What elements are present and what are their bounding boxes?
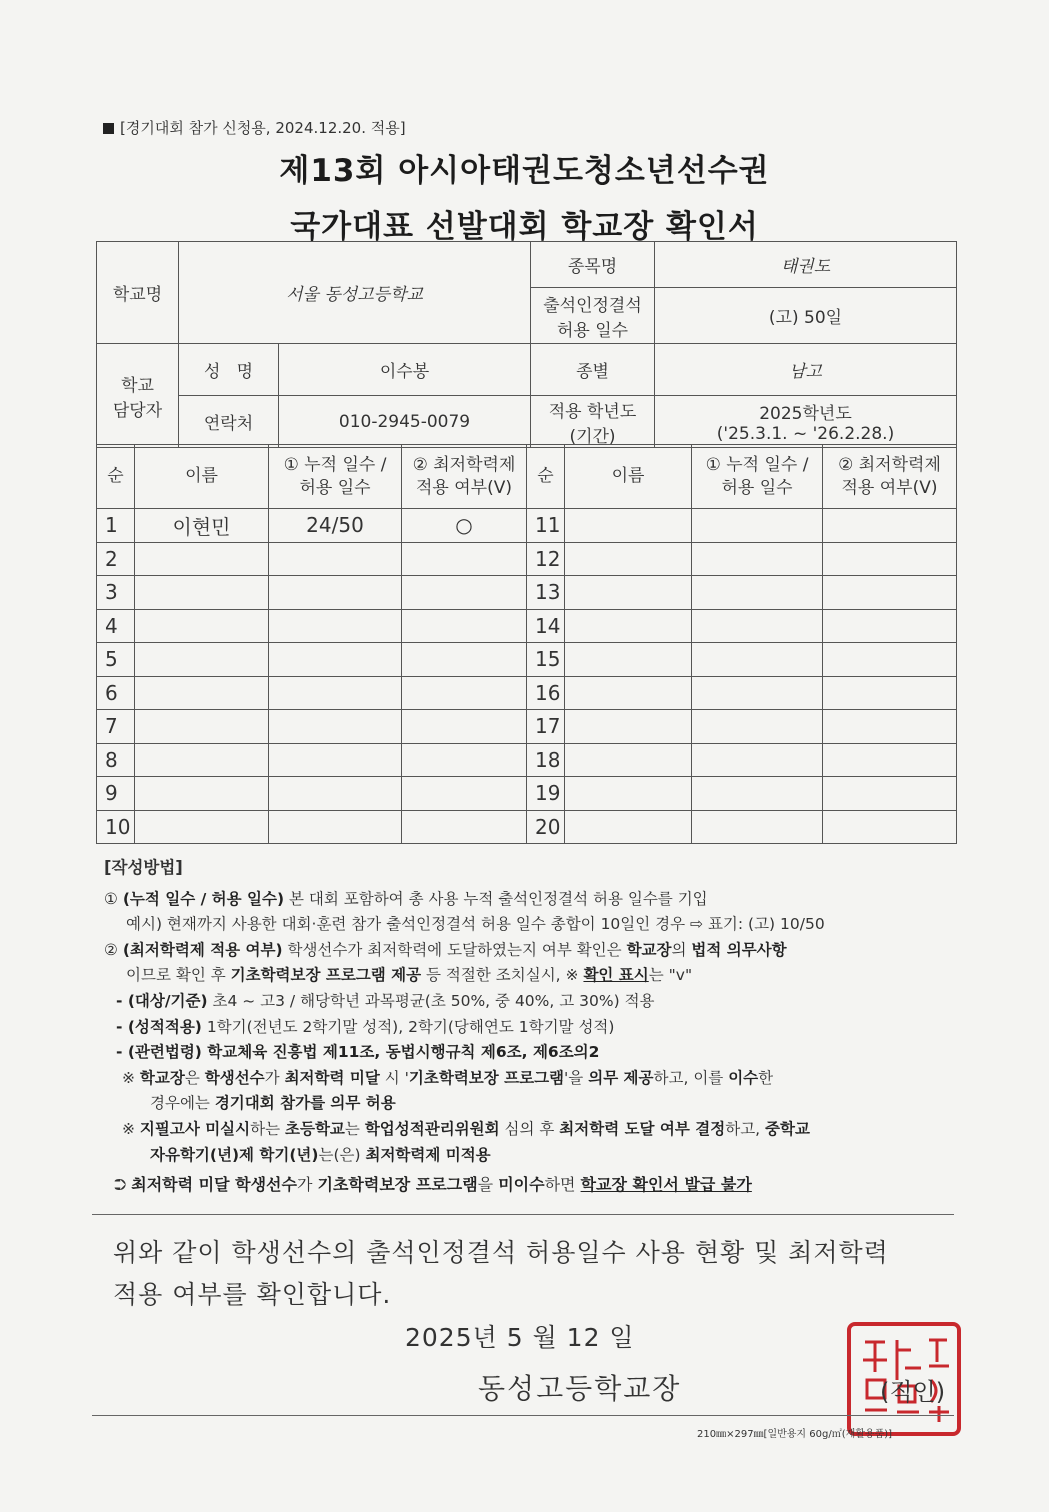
row-number: 15 <box>527 643 565 677</box>
row-number: 18 <box>527 743 565 777</box>
instruction-note-2: ※ 지필고사 미실시하는 초등학교는 학업성적관리위원회 심의 후 최저학력 도달 여부 결정하고, 중학교 <box>122 1119 810 1138</box>
days-cell[interactable] <box>269 576 402 610</box>
table-row <box>97 542 957 576</box>
days-cell[interactable] <box>692 643 823 677</box>
header-note: [경기대회 참가 신청용, 2024.12.20. 적용] <box>103 117 406 138</box>
days-cell[interactable]: 24/50 <box>269 509 402 543</box>
divider-bottom <box>92 1415 954 1416</box>
row-number: 7 <box>97 710 135 744</box>
table-row <box>97 509 957 543</box>
table-row <box>97 810 957 844</box>
min-achievement-cell[interactable] <box>402 609 527 643</box>
student-name-cell[interactable] <box>135 576 269 610</box>
seal-label: (직인) <box>880 1378 946 1406</box>
min-achievement-cell[interactable] <box>823 509 957 543</box>
instruction-note-1b: 경우에는 경기대회 참가를 의무 허용 <box>150 1094 396 1113</box>
row-number: 3 <box>97 576 135 610</box>
student-name-cell[interactable] <box>135 542 269 576</box>
instruction-law: - (관련법령) 학교체육 진흥법 제11조, 동법시행규칙 제6조, 제6조의2 <box>116 1043 600 1062</box>
min-achievement-cell[interactable] <box>402 777 527 811</box>
days-cell[interactable] <box>269 676 402 710</box>
instruction-note-1: ※ 학교장은 학생선수가 최저학력 미달 시 '기초학력보장 프로그램'을 의무 제공하고, 이를 이수한 <box>122 1068 774 1087</box>
sport-label: 종목명 <box>531 242 655 288</box>
contact-label: 연락처 <box>179 396 279 448</box>
name-label: 성 명 <box>179 344 279 396</box>
manager-label: 학교 담당자 <box>97 344 179 448</box>
days-cell[interactable] <box>692 509 823 543</box>
days-cell[interactable] <box>692 676 823 710</box>
student-name-cell[interactable] <box>565 542 692 576</box>
days-cell[interactable] <box>269 743 402 777</box>
instruction-line-1: ① (누적 일수 / 허용 일수) 본 대회 포함하여 총 사용 누적 출석인정결석 허용 일수를 기입 <box>104 889 708 908</box>
principal-name: 동성고등학교장 <box>478 1372 682 1405</box>
student-table <box>96 444 957 844</box>
year-label: 적용 학년도 (기간) <box>531 396 655 448</box>
paper-spec-note: 210㎜×297㎜[일반용지 60g/㎡(재활용품)] <box>697 1429 893 1440</box>
student-name-cell[interactable] <box>565 710 692 744</box>
days-cell[interactable] <box>692 710 823 744</box>
min-achievement-cell[interactable] <box>402 676 527 710</box>
days-cell[interactable] <box>692 810 823 844</box>
header-name-left: 이름 <box>135 445 269 509</box>
student-name-cell[interactable] <box>565 643 692 677</box>
category-label: 종별 <box>531 344 655 396</box>
row-number: 17 <box>527 710 565 744</box>
days-cell[interactable] <box>692 743 823 777</box>
instruction-grade: - (성적적용) 1학기(전년도 2학기말 성적), 2학기(당해연도 1학기말 성적) <box>116 1017 615 1036</box>
row-number: 1 <box>97 509 135 543</box>
instruction-example: 예시) 현재까지 사용한 대회·훈련 참가 출석인정결석 허용 일수 총합이 10일인 경우 ⇨ 표기: (고) 10/50 <box>126 915 825 934</box>
instruction-target: - (대상/기준) 초4 ~ 고3 / 해당학년 과목평균(초 50%, 중 40%, 고 30%) 적용 <box>116 991 655 1010</box>
instruction-warning: ⮊ 최저학력 미달 학생선수가 기초학력보장 프로그램을 미이수하면 학교장 확인서 발급 불가 <box>114 1175 752 1195</box>
student-name-cell[interactable] <box>135 710 269 744</box>
row-number: 20 <box>527 810 565 844</box>
student-name-cell[interactable]: 이현민 <box>135 509 269 543</box>
contact-value[interactable]: 010-2945-0079 <box>279 396 531 448</box>
instructions <box>104 855 954 1198</box>
arrow-box-icon: ⮊ <box>114 1175 127 1195</box>
min-achievement-cell[interactable] <box>402 542 527 576</box>
days-cell[interactable] <box>269 810 402 844</box>
table-row <box>97 576 957 610</box>
student-name-cell[interactable] <box>135 743 269 777</box>
row-number: 6 <box>97 676 135 710</box>
sport-value[interactable]: 태권도 <box>655 242 957 288</box>
header-min-right: ② 최저학력제 적용 여부(V) <box>823 445 957 509</box>
student-name-cell[interactable] <box>565 676 692 710</box>
days-cell[interactable] <box>269 710 402 744</box>
header-min-left: ② 최저학력제 적용 여부(V) <box>402 445 527 509</box>
table-row <box>97 609 957 643</box>
instruction-note-2b: 자유학기(년)제 학기(년)는(은) 최저학력제 미적용 <box>150 1145 491 1164</box>
row-number: 2 <box>97 542 135 576</box>
name-value[interactable]: 이수봉 <box>279 344 531 396</box>
school-label: 학교명 <box>97 242 179 344</box>
instruction-line-2b: 이므로 확인 후 기초학력보장 프로그램 제공 등 적절한 조치실시, ※ 확인 표시는 "v" <box>126 966 693 985</box>
row-number: 9 <box>97 777 135 811</box>
row-number: 4 <box>97 609 135 643</box>
student-name-cell[interactable] <box>135 609 269 643</box>
school-value[interactable]: 서울 동성고등학교 <box>179 242 531 344</box>
row-number: 19 <box>527 777 565 811</box>
min-achievement-cell[interactable] <box>823 777 957 811</box>
student-name-cell[interactable] <box>135 810 269 844</box>
student-name-cell[interactable] <box>565 576 692 610</box>
row-number: 14 <box>527 609 565 643</box>
table-row <box>97 743 957 777</box>
days-cell[interactable] <box>692 777 823 811</box>
student-name-cell[interactable] <box>135 777 269 811</box>
min-achievement-cell[interactable] <box>823 643 957 677</box>
min-achievement-cell[interactable] <box>823 542 957 576</box>
row-number: 13 <box>527 576 565 610</box>
table-row <box>97 710 957 744</box>
title-line-2: 국가대표 선발대회 학교장 확인서 <box>290 209 759 245</box>
min-achievement-cell[interactable] <box>823 710 957 744</box>
min-achievement-cell[interactable] <box>402 643 527 677</box>
category-value[interactable]: 남고 <box>655 344 957 396</box>
student-name-cell[interactable] <box>565 743 692 777</box>
row-number: 5 <box>97 643 135 677</box>
instruction-line-2: ② (최저학력제 적용 여부) 학생선수가 최저학력에 도달하였는지 여부 확인은 학교장의 법적 의무사항 <box>104 940 787 959</box>
header-name-right: 이름 <box>565 445 692 509</box>
days-cell[interactable] <box>269 643 402 677</box>
days-cell[interactable] <box>692 609 823 643</box>
header-days-right: ① 누적 일수 / 허용 일수 <box>692 445 823 509</box>
allowed-days-label: 출석인정결석 허용 일수 <box>531 288 655 344</box>
header-days-left: ① 누적 일수 / 허용 일수 <box>269 445 402 509</box>
confirmation-statement: 위와 같이 학생선수의 출석인정결석 허용일수 사용 현황 및 최저학력 적용 여부를 확인합니다. <box>113 1238 889 1309</box>
row-number: 12 <box>527 542 565 576</box>
student-name-cell[interactable] <box>135 643 269 677</box>
min-achievement-cell[interactable] <box>402 576 527 610</box>
allowed-days-value[interactable]: (고) 50일 <box>655 288 957 344</box>
min-achievement-cell[interactable] <box>823 609 957 643</box>
square-bullet-icon <box>103 123 114 134</box>
table-row <box>97 777 957 811</box>
table-row <box>97 643 957 677</box>
table-row <box>97 676 957 710</box>
days-cell[interactable] <box>692 576 823 610</box>
divider-top <box>92 1214 954 1215</box>
days-cell[interactable] <box>269 542 402 576</box>
issue-date: 2025년 5 월 12 일 <box>405 1323 635 1352</box>
instructions-heading: [작성방법] <box>104 858 183 877</box>
row-number: 10 <box>97 810 135 844</box>
days-cell[interactable] <box>692 542 823 576</box>
info-table <box>96 241 957 448</box>
student-name-cell[interactable] <box>565 609 692 643</box>
min-achievement-cell[interactable] <box>823 576 957 610</box>
min-achievement-cell[interactable] <box>402 710 527 744</box>
min-achievement-cell[interactable] <box>402 743 527 777</box>
min-achievement-cell[interactable]: ○ <box>402 509 527 543</box>
row-number: 8 <box>97 743 135 777</box>
row-number: 16 <box>527 676 565 710</box>
student-name-cell[interactable] <box>565 810 692 844</box>
student-name-cell[interactable] <box>565 509 692 543</box>
title-line-1: 제13회 아시아태권도청소년선수권 <box>279 153 770 189</box>
min-achievement-cell[interactable] <box>402 810 527 844</box>
row-number: 11 <box>527 509 565 543</box>
header-num-right: 순 <box>527 445 565 509</box>
days-cell[interactable] <box>269 609 402 643</box>
student-name-cell[interactable] <box>565 777 692 811</box>
min-achievement-cell[interactable] <box>823 810 957 844</box>
header-num-left: 순 <box>97 445 135 509</box>
min-achievement-cell[interactable] <box>823 676 957 710</box>
days-cell[interactable] <box>269 777 402 811</box>
min-achievement-cell[interactable] <box>823 743 957 777</box>
year-value[interactable]: 2025학년도 ('25.3.1. ~ '26.2.28.) <box>655 396 957 448</box>
student-name-cell[interactable] <box>135 676 269 710</box>
